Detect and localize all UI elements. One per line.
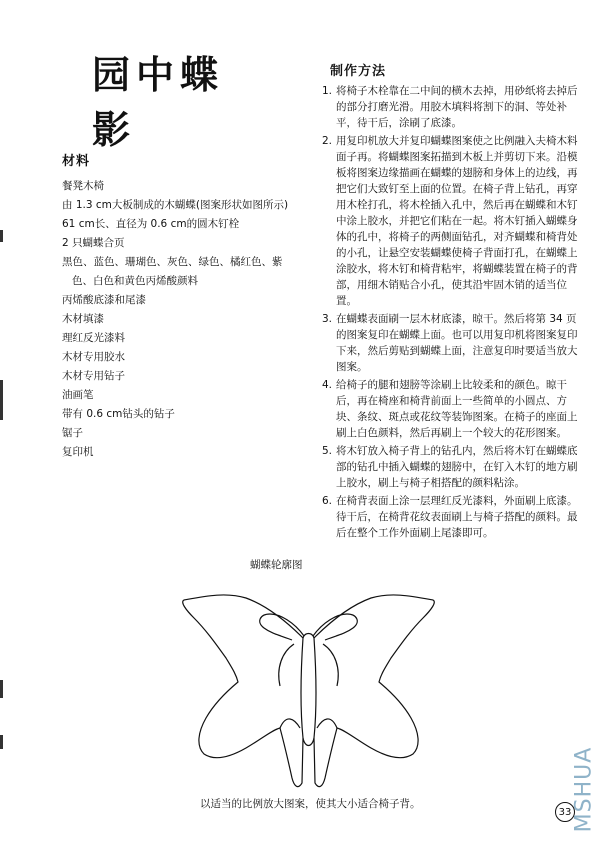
step-item xyxy=(322,83,578,131)
step-item xyxy=(322,377,578,441)
list-item: 木材填漆 xyxy=(62,313,104,325)
right-wing-outline xyxy=(314,595,434,787)
figure-label: 蝴蝶轮廓图 xyxy=(250,559,303,571)
figure-caption: 以适当的比例放大图案，使其大小适合椅子背。 xyxy=(200,798,421,810)
step-number: 4. xyxy=(322,379,333,391)
step-number: 3. xyxy=(322,313,333,325)
right-antenna xyxy=(313,614,357,640)
step-text: 将椅子木栓靠在二中间的横木去掉，用砂纸将去掉后的部分打磨光滑。用胶木填料将割下的洞、等处补平，待干后，涂刷了底漆。 xyxy=(336,85,578,129)
step-text: 给椅子的腿和翅膀等涂刷上比较柔和的颜色。晾干后，再在椅座和椅背前面上一些简单的小圆点、方块、条纹、斑点或花纹等装饰图案。在椅子的座面上刷上白色颜料，然后再刷上一个较大的花形图案。 xyxy=(336,379,578,439)
materials-heading: 材料 xyxy=(62,154,91,169)
step-text: 用复印机放大并复印蝴蝶图案使之比例融入夫椅木料面子再。将蝴蝶图案拓描到木板上并剪切下来。沿模板将图案边缘描画在蝴蝶的翅膀和身体上的边线，再把它们大致钉至上面的位置。在椅子背上钻孔，再穿用木栓打孔，将木栓插入孔中，然后再在蝴蝶和木钉中涂上胶水，并把它们粘在一起。将木钉插入蝴蝶身体的孔中，将椅子的两侧面钻孔，对齐蝴蝶和椅背处的小孔，让悬空安装蝴蝶使椅子背面打孔，在蝴蝶上涂胶水，将木钉和椅背粘牢，将蝴蝶装置在椅子的背部，用细木销贴合小孔，使其沿牢固木销的适当位置。 xyxy=(336,135,578,307)
step-text: 在椅背表面上涂一层理红反光漆料，外面刷上底漆。待干后，在椅背花纹表面刷上与椅子搭配的颜料。最后在整个工作外面刷上尾漆即可。 xyxy=(336,495,578,539)
left-lower-detail xyxy=(280,719,300,728)
list-item: 色、白色和黄色丙烯酸颜料 xyxy=(72,275,198,287)
left-edge-mark xyxy=(0,230,3,242)
step-item xyxy=(322,311,578,375)
watermark xyxy=(570,730,598,848)
body-outline xyxy=(301,634,316,746)
list-item: 锯子 xyxy=(62,427,83,439)
list-item: 餐凳木椅 xyxy=(62,180,104,192)
step-item xyxy=(322,133,578,309)
step-item xyxy=(322,443,578,491)
left-edge-mark xyxy=(0,380,3,420)
step-text: 将木钉放入椅子背上的钻孔内，然后将木钉在蝴蝶底部的钻孔中插入蝴蝶的翅膀中，在钉入木钉的地方刷上胶水，刷上与椅子相搭配的颜料粘涂。 xyxy=(336,445,578,489)
list-item: 油画笔 xyxy=(62,389,94,401)
materials-list xyxy=(62,177,307,462)
list-item: 2 只蝴蝶合页 xyxy=(62,237,125,249)
step-number: 1. xyxy=(322,85,333,97)
left-edge-mark xyxy=(0,680,3,698)
list-item: 木材专用胶水 xyxy=(62,351,125,363)
method-steps xyxy=(322,83,578,543)
right-lower-detail xyxy=(317,719,337,728)
list-item: 理红反光漆料 xyxy=(62,332,125,344)
watermark-text: MSHUA xyxy=(571,746,597,832)
list-item: 带有 0.6 cm钻头的钻子 xyxy=(62,408,175,420)
method-heading: 制作方法 xyxy=(330,64,387,79)
list-item: 61 cm长、直径为 0.6 cm的圆木钉栓 xyxy=(62,218,240,230)
right-inner-curve xyxy=(323,644,338,686)
step-item xyxy=(322,493,578,541)
step-number: 2. xyxy=(322,135,333,147)
left-wing-outline xyxy=(183,595,303,787)
list-item: 木材专用钻子 xyxy=(62,370,125,382)
left-inner-curve xyxy=(279,644,294,686)
step-text: 在蝴蝶表面刷一层木材底漆，晾干。然后将第 34 页的图案复印在蝴蝶上面。也可以用复印机将图案复印下来，然后剪贴到蝴蝶上面，注意复印时要适当放大图案。 xyxy=(336,313,578,373)
list-item: 黑色、蓝色、珊瑚色、灰色、绿色、橘红色、紫 xyxy=(62,256,283,268)
list-item: 复印机 xyxy=(62,446,94,458)
butterfly-outline-diagram xyxy=(176,578,441,793)
left-antenna xyxy=(260,614,304,640)
left-edge-mark xyxy=(0,735,3,749)
page-title: 园中蝶影 xyxy=(92,52,225,152)
list-item: 由 1.3 cm大板制成的木蝴蝶(图案形状如图所示) xyxy=(62,199,289,211)
step-number: 5. xyxy=(322,445,333,457)
step-number: 6. xyxy=(322,495,333,507)
page-number: 33 xyxy=(555,802,575,822)
list-item: 丙烯酸底漆和尾漆 xyxy=(62,294,146,306)
